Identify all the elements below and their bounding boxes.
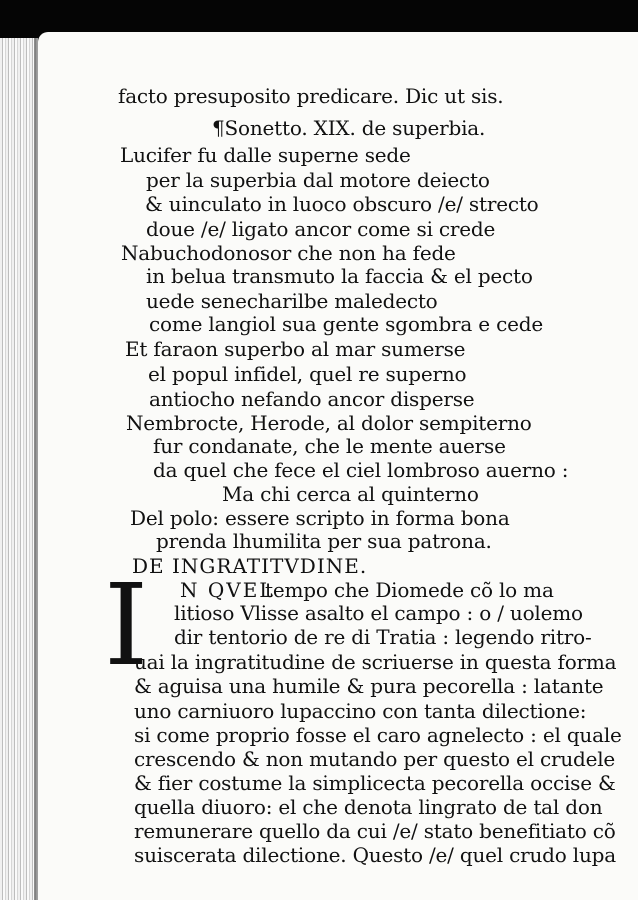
verse-line: Lucifer fu dalle superne sede <box>120 143 411 167</box>
verse-line: Et faraon superbo al mar sumerse <box>125 337 466 361</box>
text-line: facto presuposito predicare. Dic ut sis. <box>118 84 504 108</box>
verse-line: antiocho nefando ancor disperse <box>149 387 475 411</box>
paragraph-line: remunerare quello da cui /e/ stato benefitiato cõ <box>134 819 616 843</box>
page-edges <box>0 38 38 900</box>
verse-line: da quel che fece el ciel lombroso auerno : <box>153 458 569 482</box>
verse-line: fur condanate, che le mente auerse <box>153 434 506 458</box>
verse-line: el popul infidel, quel re superno <box>148 362 467 386</box>
paragraph-line: crescendo & non mutando per questo el crudele <box>134 747 616 771</box>
verse-line: Nembrocte, Herode, al dolor sempiterno <box>126 411 532 435</box>
paragraph-line: dir tentorio de re di Tratia : legendo ritro- <box>174 625 592 649</box>
paragraph-line: suiscerata dilectione. Questo /e/ quel crudo lupa <box>134 843 616 867</box>
paragraph-line: uno carniuoro lupaccino con tanta dilectione: <box>134 699 587 723</box>
verse-line: per la superbia dal motore deiecto <box>146 168 490 192</box>
paragraph-line: & aguisa una humile & pura pecorella : latante <box>134 674 604 698</box>
first-word: N QVEL <box>180 578 275 602</box>
verse-line: doue /e/ ligato ancor come si crede <box>146 217 496 241</box>
paragraph-line: quella diuoro: el che denota lingrato de tal don <box>134 795 603 819</box>
verse-line: in belua transmuto la faccia & el pecto <box>146 264 533 288</box>
section-heading: DE INGRATITVDINE. <box>132 554 368 578</box>
verse-line: Nabuchodonosor che non ha fede <box>121 241 456 265</box>
paragraph-line: & fier costume la simplicecta pecorella occise & <box>134 771 616 795</box>
verse-line: & uinculato in luoco obscuro /e/ strecto <box>145 192 539 216</box>
paragraph-line: si come proprio fosse el caro agnelecto : el quale <box>134 723 622 747</box>
sonnet-heading: ¶Sonetto. XIX. de superbia. <box>212 116 486 140</box>
drop-cap: I <box>104 561 149 691</box>
verse-line: uede senecharilbe maledecto <box>146 289 438 313</box>
verse-line: come langiol sua gente sgombra e cede <box>149 312 543 336</box>
verse-line: Del polo: essere scripto in forma bona <box>130 506 510 530</box>
paragraph-line: uai la ingratitudine de scriuerse in questa forma <box>134 650 617 674</box>
verse-line: Ma chi cerca al quinterno <box>222 482 479 506</box>
paragraph-line: litioso Vlisse asalto el campo : o / uolemo <box>174 601 583 625</box>
paragraph-line: tempo che Diomede cõ lo ma <box>265 578 554 602</box>
verse-line: prenda lhumilita per sua patrona. <box>156 529 492 553</box>
